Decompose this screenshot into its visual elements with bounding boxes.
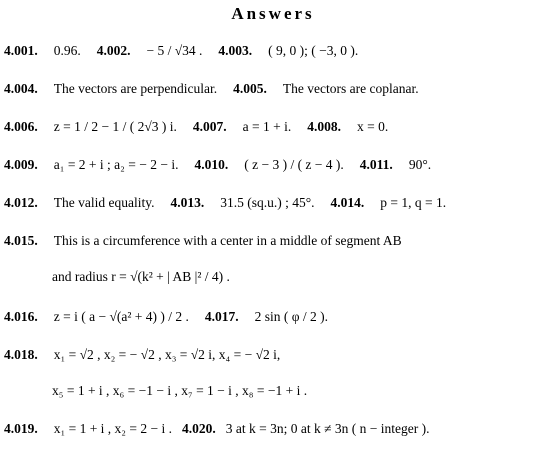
answer-text: z = 1 / 2 − 1 / ( 2√3 ) i. [53,119,177,134]
answer-text: 90°. [408,157,432,172]
answer-number: 4.016. [4,309,38,324]
answer-line [4,118,388,136]
answer-line [4,232,402,250]
answer-text: z = i ( a − √(a² + 4) ) / 2 . [53,309,189,324]
answer-number: 4.017. [204,309,239,324]
answer-text: The vectors are perpendicular. [53,81,218,96]
answer-text: 2 sin ( φ / 2 ). [254,309,329,324]
answer-number: 4.020. [182,421,216,436]
answer-number: 4.015. [4,233,38,248]
answer-number: 4.010. [194,157,229,172]
answer-text: p = 1, q = 1. [380,195,447,210]
answer-text: ( z − 3 ) / ( z − 4 ). [244,157,344,172]
answer-line [4,308,328,326]
answer-text: a = 1 + i. [242,119,292,134]
answer-text: The vectors are coplanar. [282,81,419,96]
page-title: Answers [231,4,315,23]
answer-text: 3 at k = 3n; 0 at k ≠ 3n ( n − integer ). [225,421,430,436]
answer-line [4,194,446,212]
answer-number: 4.013. [170,195,205,210]
answer-text: 0.96. [53,43,81,58]
answer-number: 4.004. [4,81,38,96]
answer-line [4,80,419,98]
answer-line-continuation [52,382,307,400]
answer-text: x₅ = 1 + i , x₆ = −1 − i , x₇ = 1 − i , x₈ = −1 + i . [52,383,308,398]
answer-number: 4.018. [4,347,38,362]
answer-text: x = 0. [356,119,389,134]
answer-number: 4.006. [4,119,38,134]
answer-number: 4.011. [359,157,393,172]
answer-text: 31.5 (sq.u.) ; 45°. [220,195,315,210]
answer-number: 4.002. [96,43,131,58]
answer-number: 4.009. [4,157,38,172]
answer-number: 4.012. [4,195,38,210]
answer-text: x₁ = 1 + i , x₂ = 2 − i . [53,421,172,436]
answer-line [4,42,358,60]
answer-line [4,420,429,438]
answer-text: x₁ = √2 , x₂ = − √2 , x₃ = √2 i, x₄ = − √2 i, [53,347,281,362]
answer-text: This is a circumference with a center in a middle of segment AB [53,233,402,248]
answer-text: − 5 / √34 . [146,43,203,58]
answer-line [4,346,280,364]
answer-number: 4.014. [330,195,365,210]
answer-number: 4.001. [4,43,38,58]
answer-text: a₁ = 2 + i ; a₂ = − 2 − i. [53,157,179,172]
answer-text: ( 9, 0 ); ( −3, 0 ). [268,43,359,58]
answer-number: 4.008. [307,119,341,134]
answer-line [4,156,431,174]
answer-number: 4.003. [218,43,253,58]
answer-number: 4.007. [192,119,227,134]
answer-text: The valid equality. [53,195,155,210]
answer-number: 4.019. [4,421,38,436]
answer-text: and radius r = √(k² + | AB |² / 4) . [52,269,230,284]
answer-number: 4.005. [233,81,267,96]
answer-line-continuation [52,268,230,286]
